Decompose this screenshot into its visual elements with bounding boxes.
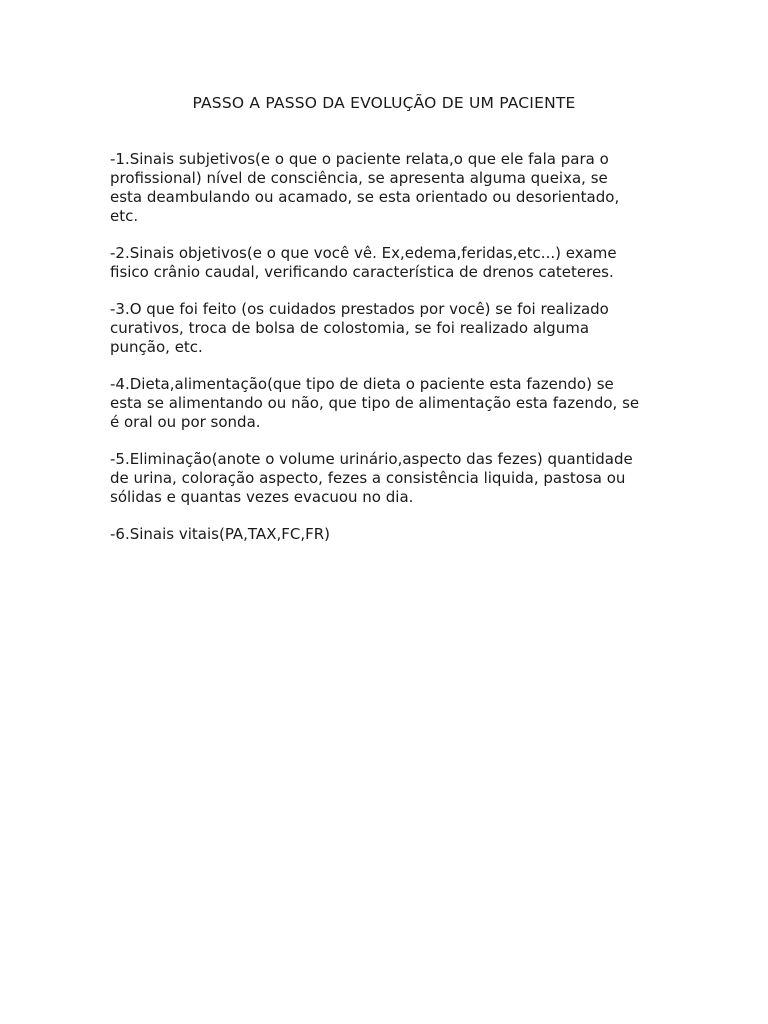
paragraph-line: profissional) nível de consciência, se apresenta alguma queixa, se: [110, 169, 608, 187]
paragraph-line: -3.O que foi feito (os cuidados prestados por você) se foi realizado: [110, 300, 609, 318]
paragraph-line: fisico crânio caudal, verificando característica de drenos cateteres.: [110, 263, 614, 281]
paragraph-line: -1.Sinais subjetivos(e o que o paciente relata,o que ele fala para o: [110, 150, 609, 168]
paragraph-cuidados-prestados: [110, 300, 670, 357]
paragraph-line: curativos, troca de bolsa de colostomia, se foi realizado alguma: [110, 319, 590, 337]
paragraph-line: -4.Dieta,alimentação(que tipo de dieta o paciente esta fazendo) se: [110, 375, 614, 393]
paragraph-line: de urina, coloração aspecto, fezes a consistência liquida, pastosa ou: [110, 469, 626, 487]
paragraph-sinais-subjetivos: [110, 150, 670, 226]
document-title: PASSO A PASSO DA EVOLUÇÃO DE UM PACIENTE: [192, 94, 576, 112]
paragraph-line: -5.Eliminação(anote o volume urinário,aspecto das fezes) quantidade: [110, 450, 633, 468]
paragraph-line: é oral ou por sonda.: [110, 413, 261, 431]
paragraph-line: esta se alimentando ou não, que tipo de alimentação esta fazendo, se: [110, 394, 640, 412]
paragraph-line: punção, etc.: [110, 338, 203, 356]
paragraph-eliminacao: [110, 450, 670, 507]
paragraph-dieta-alimentacao: [110, 375, 670, 432]
document-body: [110, 150, 670, 562]
paragraph-line: etc.: [110, 207, 139, 225]
paragraph-line: -6.Sinais vitais(PA,TAX,FC,FR): [110, 525, 331, 543]
paragraph-line: sólidas e quantas vezes evacuou no dia.: [110, 488, 414, 506]
paragraph-line: -2.Sinais objetivos(e o que você vê. Ex,edema,feridas,etc...) exame: [110, 244, 617, 262]
paragraph-sinais-objetivos: [110, 244, 670, 282]
paragraph-sinais-vitais: [110, 525, 670, 544]
paragraph-line: esta deambulando ou acamado, se esta orientado ou desorientado,: [110, 188, 620, 206]
